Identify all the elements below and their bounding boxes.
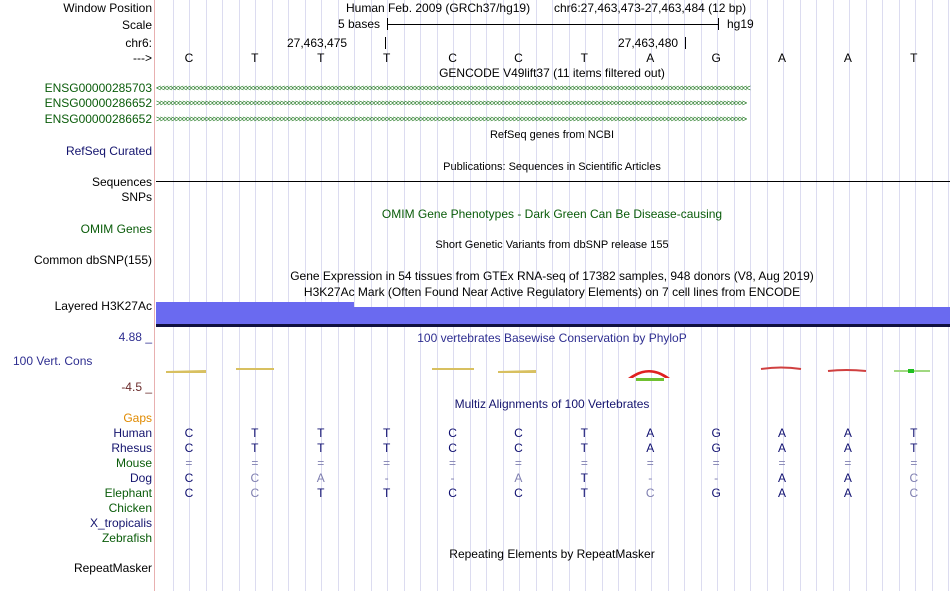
gene-label-2[interactable]: ENSG00000286652 xyxy=(44,96,152,110)
coordinate-1-tick xyxy=(385,37,386,49)
scale-bar xyxy=(387,18,719,30)
sequences-label[interactable]: Sequences xyxy=(91,175,152,189)
refseq-label[interactable]: RefSeq Curated xyxy=(65,144,152,158)
alignment-base: = xyxy=(449,456,457,470)
species-label[interactable]: Elephant xyxy=(104,486,152,500)
scale-text: 5 bases xyxy=(338,17,381,31)
alignment-base: T xyxy=(580,486,589,500)
phylop-min-label: -4.5 _ xyxy=(121,380,152,394)
alignment-base: C xyxy=(514,441,523,455)
reference-base: T xyxy=(580,51,589,65)
species-label[interactable]: Mouse xyxy=(115,456,152,470)
alignment-base: T xyxy=(382,426,391,440)
repeatmasker-label[interactable]: RepeatMasker xyxy=(73,561,152,575)
h3k27ac-signal-bar-left xyxy=(156,302,354,324)
alignment-base: T xyxy=(910,426,918,440)
alignment-base: = xyxy=(251,456,259,470)
alignment-base: T xyxy=(580,441,589,455)
alignment-base: A xyxy=(514,471,523,485)
species-label[interactable]: X_tropicalis xyxy=(89,516,152,530)
phylop-max-label: 4.88 _ xyxy=(118,330,152,344)
gene-strand-2[interactable]: >>>>>>>>>>>>>>>>>>>>>>>>>>>>>>>>>>>>>>>>>>>>>>>>>>>>>>>>>>>>>>>>>>>>>>>>>>>>>>>>>>>>>>>>>>>>>>>>>>>>>>>>>>>>>>>>>>>>>>>>>>>>>>>>>>>>>>>>>>>>>>>>>>>>>>>>>>>>> xyxy=(156,98,746,108)
alignment-base: - xyxy=(648,471,653,485)
species-label[interactable]: Human xyxy=(113,426,152,440)
alignment-base: = xyxy=(514,456,522,470)
omim-track-title: OMIM Gene Phenotypes - Dark Green Can Be Disease-causing xyxy=(381,207,723,221)
alignment-base: T xyxy=(317,426,325,440)
sequences-line xyxy=(156,181,950,182)
multiz-track-title: Multiz Alignments of 100 Vertebrates xyxy=(454,397,650,411)
alignment-base: = xyxy=(844,456,852,470)
assembly-title: Human Feb. 2009 (GRCh37/hg19) xyxy=(346,1,531,15)
alignment-base: A xyxy=(843,471,852,485)
gaps-label[interactable]: Gaps xyxy=(123,411,152,425)
reference-base: C xyxy=(448,51,457,65)
alignment-base: - xyxy=(714,471,719,485)
vert-cons-label[interactable]: 100 Vert. Cons xyxy=(13,354,93,368)
h3k27ac-baseline xyxy=(156,324,950,327)
reference-base: A xyxy=(843,51,852,65)
alignment-base: T xyxy=(382,441,391,455)
publications-track-title: Publications: Sequences in Scientific Articles xyxy=(443,161,661,173)
phylop-track-title: 100 vertebrates Basewise Conservation by PhyloP xyxy=(417,331,687,345)
alignment-base: = xyxy=(580,456,588,470)
coordinate-1: 27,463,475 xyxy=(287,36,348,50)
reference-base: G xyxy=(711,51,721,65)
coordinate-2-tick xyxy=(685,37,686,49)
alignment-base: T xyxy=(382,486,391,500)
species-label[interactable]: Dog xyxy=(129,471,152,485)
reference-base: C xyxy=(184,51,194,65)
gencode-track-title: GENCODE V49lift37 (11 items filtered out) xyxy=(439,66,665,80)
alignment-base: A xyxy=(646,426,655,440)
alignment-base: T xyxy=(910,441,918,455)
alignment-base: A xyxy=(316,471,325,485)
alignment-base: T xyxy=(317,486,325,500)
alignment-base: C xyxy=(184,426,194,440)
alignment-base: A xyxy=(778,441,787,455)
alignment-base: A xyxy=(843,486,852,500)
species-label[interactable]: Rhesus xyxy=(111,441,152,455)
reference-base: T xyxy=(317,51,325,65)
dbsnp-track-title: Short Genetic Variants from dbSNP release 155 xyxy=(435,239,669,251)
gene-label-3[interactable]: ENSG00000286652 xyxy=(44,112,152,126)
alignment-base: C xyxy=(250,471,260,485)
alignment-base: T xyxy=(580,426,589,440)
reference-base: T xyxy=(251,51,259,65)
h3k27ac-track-title: H3K27Ac Mark (Often Found Near Active Regulatory Elements) on 7 cell lines from ENCODE xyxy=(303,285,801,299)
repeatmasker-track-title: Repeating Elements by RepeatMasker xyxy=(449,547,655,561)
alignment-base: = xyxy=(778,456,786,470)
alignment-base: A xyxy=(646,441,655,455)
grid-line xyxy=(948,0,949,591)
alignment-base: C xyxy=(184,486,194,500)
reference-base: A xyxy=(778,51,787,65)
gene-strand-1[interactable]: <<<<<<<<<<<<<<<<<<<<<<<<<<<<<<<<<<<<<<<<<<<<<<<<<<<<<<<<<<<<<<<<<<<<<<<<<<<<<<<<<<<<<<<<<<<<<<<<<<<<<<<<<<<<<<<<<<<<<<<<<<<<<<<<<<<<<<<<<<<<<<<<<<<<<<<<<<<<<< xyxy=(156,83,750,93)
reference-base: T xyxy=(382,51,391,65)
reference-base: T xyxy=(910,51,918,65)
alignment-base: = xyxy=(185,456,193,470)
alignment-base: = xyxy=(383,456,391,470)
alignment-base: C xyxy=(184,441,194,455)
alignment-base: = xyxy=(646,456,654,470)
alignment-base: C xyxy=(448,426,457,440)
alignment-base: G xyxy=(711,426,721,440)
alignment-base: T xyxy=(251,426,259,440)
snps-label[interactable]: SNPs xyxy=(121,190,152,204)
dbsnp-label[interactable]: Common dbSNP(155) xyxy=(33,253,152,267)
alignment-base: = xyxy=(910,456,918,470)
alignment-base: A xyxy=(778,471,787,485)
alignment-base: C xyxy=(514,426,523,440)
alignment-base: T xyxy=(251,441,259,455)
alignment-base: C xyxy=(250,486,260,500)
coordinate-2: 27,463,480 xyxy=(618,36,679,50)
refseq-track-title: RefSeq genes from NCBI xyxy=(489,129,615,141)
reference-base: C xyxy=(514,51,523,65)
phylop-signal xyxy=(156,362,950,384)
window-position-value: chr6:27,463,473-27,463,484 (12 bp) xyxy=(554,1,747,15)
alignment-base: A xyxy=(843,426,852,440)
label-separator xyxy=(154,0,155,591)
alignment-base: C xyxy=(514,486,523,500)
species-label[interactable]: Chicken xyxy=(108,501,152,515)
alignment-base: C xyxy=(645,486,655,500)
strand-arrow-label: ---> xyxy=(133,51,152,65)
chromosome-label: chr6: xyxy=(125,36,152,50)
window-position-label: Window Position xyxy=(63,1,152,15)
alignment-base: T xyxy=(580,471,589,485)
omim-label[interactable]: OMIM Genes xyxy=(80,222,152,236)
alignment-base: T xyxy=(317,441,325,455)
assembly-short: hg19 xyxy=(727,17,754,31)
species-label[interactable]: Zebrafish xyxy=(101,531,152,545)
gene-strand-3[interactable]: >>>>>>>>>>>>>>>>>>>>>>>>>>>>>>>>>>>>>>>>>>>>>>>>>>>>>>>>>>>>>>>>>>>>>>>>>>>>>>>>>>>>>>>>>>>>>>>>>>>>>>>>>>>>>>>>>>>>>>>>>>>>>>>>>>>>>>>>>>>>>>>>>>>>>>>>>>>>> xyxy=(156,114,746,124)
scale-label: Scale xyxy=(121,18,152,32)
alignment-base: C xyxy=(909,471,919,485)
alignment-base: C xyxy=(184,471,194,485)
alignment-base: - xyxy=(384,471,389,485)
h3k27ac-signal-bar-right xyxy=(354,307,950,324)
h3k27ac-label[interactable]: Layered H3K27Ac xyxy=(54,299,152,313)
alignment-base: A xyxy=(778,426,787,440)
alignment-base: = xyxy=(712,456,720,470)
alignment-base: C xyxy=(909,486,919,500)
alignment-base: A xyxy=(843,441,852,455)
alignment-base: G xyxy=(711,486,721,500)
reference-base: A xyxy=(646,51,655,65)
alignment-base: A xyxy=(778,486,787,500)
alignment-base: = xyxy=(317,456,325,470)
alignment-base: C xyxy=(448,441,457,455)
gene-label-1[interactable]: ENSG00000285703 xyxy=(44,81,152,95)
gtex-track-title: Gene Expression in 54 tissues from GTEx RNA-seq of 17382 samples, 948 donors (V8, Aug 2019) xyxy=(290,269,814,283)
alignment-base: G xyxy=(711,441,721,455)
alignment-base: - xyxy=(450,471,455,485)
alignment-base: C xyxy=(448,486,457,500)
